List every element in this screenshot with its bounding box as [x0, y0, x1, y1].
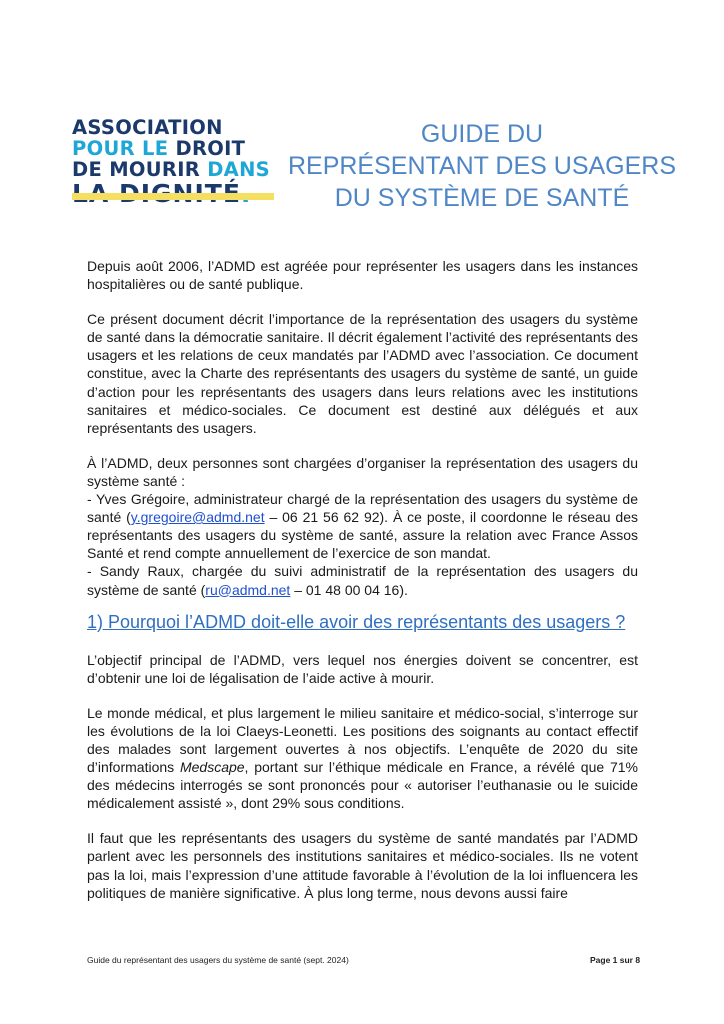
logo-line-1: ASSOCIATION [72, 116, 223, 139]
title-line-1: GUIDE DU [420, 120, 544, 148]
logo-underline [72, 193, 274, 200]
title-line-2: REPRÉSENTANT DES USAGERS [287, 152, 677, 180]
footer-page-number: Page 1 sur 8 [590, 955, 641, 965]
page-title [286, 118, 678, 214]
title-line-3: DU SYSTÈME DE SANTÉ [334, 184, 630, 212]
list-item-raux: - Sandy Raux, chargée du suivi administratif de la représentation des usagers du système de santé (ru@admd.net – 01 48 00 04 16). [87, 563, 638, 598]
section-heading-1: 1) Pourquoi l’ADMD doit-elle avoir des représentants des usagers ? [87, 611, 626, 632]
paragraph-representatives: Il faut que les représentants des usagers du système de santé mandatés par l’ADMD parlent avec les personnels des institutions sanitaires et médico-sociales. Ils ne votent pas la loi, mais l’expression d’une attitude favorable à l’évolution de la loi influencera les politiques de manière significative. À plus long terme, nous devons aussi faire [87, 830, 638, 901]
paragraph-medical-world: Le monde médical, et plus largement le milieu sanitaire et médico-social, s’interroge sur les évolutions de la loi Claeys-Leonetti. Les positions des soignants au contact effectif des malades sont largement ouvertes à nos objectifs. L’enquête de 2020 du site d’informations Medscape, portant sur l’éthique médicale en France, a révélé que 71% des médecins interrogés se sont prononcés pour « autoriser l’euthanasie ou le suicide médicalement assisté », dont 29% sous conditions. [87, 704, 638, 812]
list-item-gregoire: - Yves Grégoire, administrateur chargé de la représentation des usagers du système de santé (y.gregoire@admd.net – 06 21 56 62 92). À ce poste, il coordonne le réseau des représentants des usagers du système de santé, assure la relation avec France Assos Santé et rend compte annuellement de l’exercice de son mandat. [87, 491, 638, 562]
paragraph-people: À l’ADMD, deux personnes sont chargées d’organiser la représentation des usagers du système santé : [87, 454, 638, 489]
paragraph-objective: L’objectif principal de l’ADMD, vers lequel nos énergies doivent se concentrer, est d’obtenir une loi de légalisation de l’aide active à mourir. [87, 651, 638, 686]
email-link-gregoire[interactable]: y.gregoire@admd.net [130, 509, 265, 526]
logo-line-3: DE MOURIR DANS [72, 158, 271, 181]
email-link-raux[interactable]: ru@admd.net [205, 581, 291, 598]
footer-document-title: Guide du représentant des usagers du système de santé (sept. 2024) [87, 955, 349, 965]
paragraph-intro: Depuis août 2006, l’ADMD est agréée pour représenter les usagers dans les instances hospitalières ou de santé publique. [87, 258, 638, 293]
paragraph-purpose: Ce présent document décrit l’importance de la représentation des usagers du système de santé dans la démocratie sanitaire. Il décrit également l’activité des représentants des usagers et les relations de ceux mandatés par l’ADMD avec l’association. Ce document constitue, avec la Charte des représentants des usagers du système de santé, un guide d’action pour les représentants des usagers dans leurs relations avec les institutions sanitaires et médico-sociales. Ce document est destiné aux délégués et aux représentants des usagers. [87, 311, 638, 436]
document-body [87, 257, 638, 919]
logo-line-2: POUR LE DROIT [72, 137, 246, 160]
